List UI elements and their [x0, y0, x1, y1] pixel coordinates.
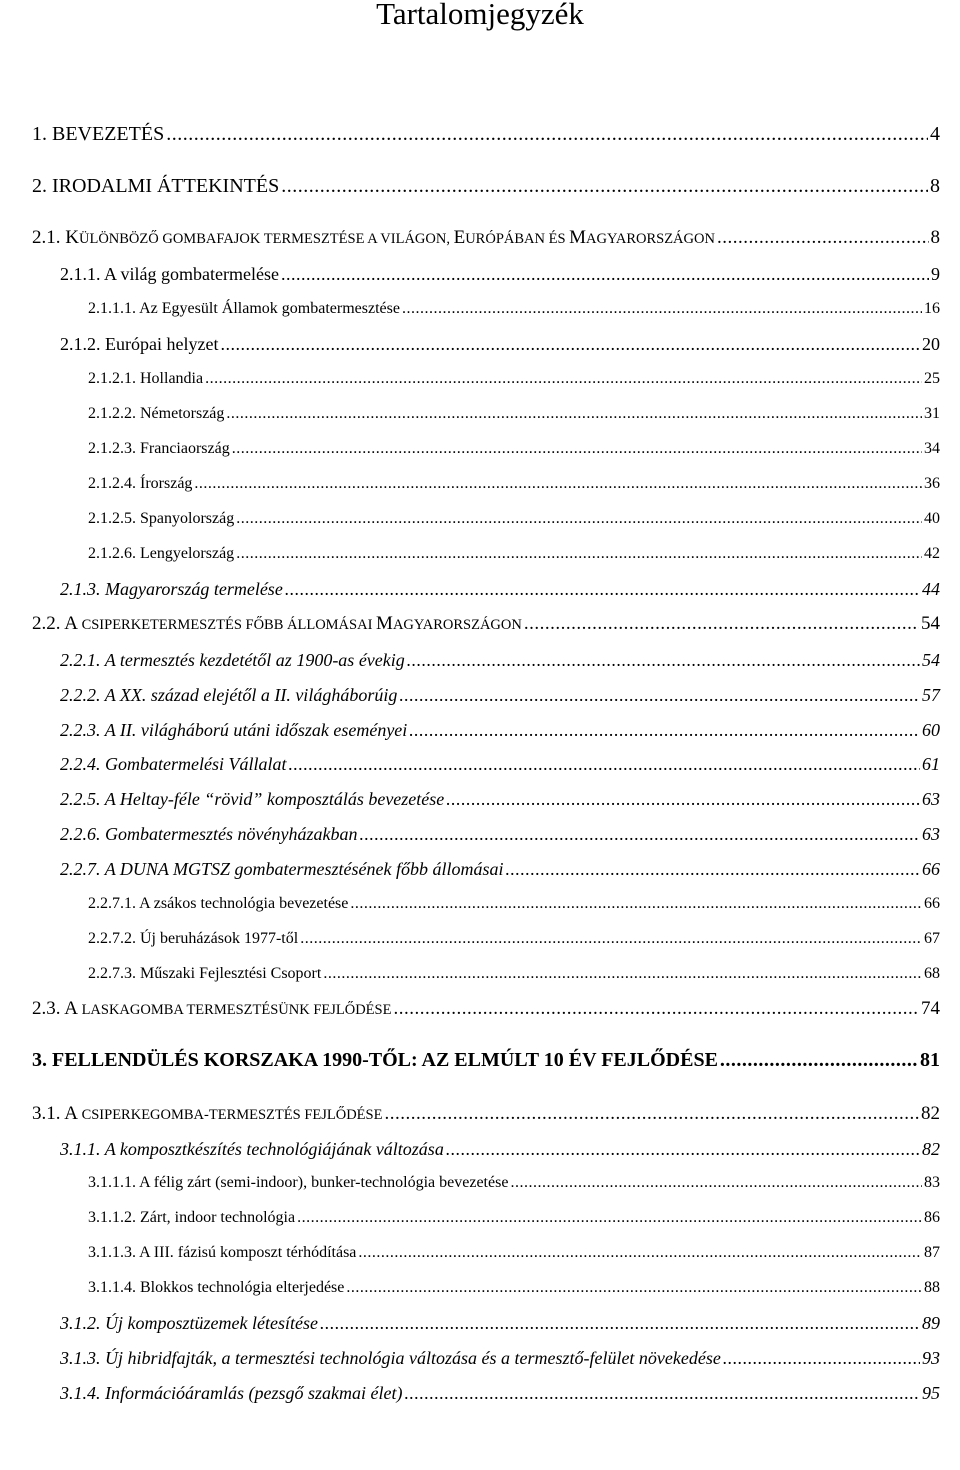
toc-number: 3.1.1. — [60, 1139, 101, 1159]
toc-page: 66 — [924, 895, 940, 912]
toc-entry[interactable] — [32, 1047, 940, 1073]
toc-entry[interactable] — [60, 1346, 940, 1370]
toc-title: Új hibridfajták, a termesztési technológia változása és a termesztő-felület növekedése — [105, 1348, 721, 1368]
toc-entry[interactable] — [88, 403, 940, 425]
toc-title: A félig zárt (semi-indoor), bunker-technológia bevezetése — [139, 1174, 509, 1191]
leader-dots — [205, 368, 922, 390]
toc-title: Gombatermesztés növényházakban — [105, 824, 358, 844]
toc-page: 44 — [922, 579, 940, 599]
toc-number: 2.2.4. — [60, 754, 101, 774]
toc-title: FELLENDÜLÉS KORSZAKA 1990-TŐL: AZ ELMÚLT 10 ÉV FEJLŐDÉSE — [52, 1049, 718, 1071]
toc-page: 54 — [921, 613, 940, 634]
leader-dots — [281, 262, 929, 286]
toc-page: 60 — [922, 720, 940, 740]
leader-dots — [232, 438, 922, 460]
toc-number: 3.1.1.4. — [88, 1279, 136, 1296]
toc-page: 57 — [922, 685, 940, 705]
toc-page: 74 — [921, 998, 940, 1019]
leader-dots — [720, 1047, 918, 1073]
leader-dots — [281, 173, 928, 199]
toc-entry[interactable] — [60, 857, 940, 881]
toc-title: IRODALMI ÁTTEKINTÉS — [52, 175, 280, 197]
toc-page: 4 — [930, 123, 940, 145]
toc-entry[interactable] — [32, 226, 940, 251]
toc-entry[interactable] — [60, 1311, 940, 1335]
leader-dots — [506, 857, 920, 881]
toc-number: 3.1. — [32, 1103, 61, 1124]
toc-entry[interactable] — [32, 121, 940, 147]
toc-title: Lengyelország — [140, 545, 235, 562]
leader-dots — [220, 332, 920, 356]
toc-title: A CSIPERKETERMESZTÉS FŐBB ÁLLOMÁSAI MAGYARORSZÁGON — [64, 613, 522, 634]
toc-entry[interactable] — [88, 893, 940, 915]
toc-number: 1. — [32, 123, 47, 145]
leader-dots — [402, 298, 922, 320]
toc-page: 67 — [924, 930, 940, 947]
toc-title: KÜLÖNBÖZŐ GOMBAFAJOK TERMESZTÉSE A VILÁGON, EURÓPÁBAN ÉS MAGYARORSZÁGON — [65, 227, 715, 248]
toc-page: 68 — [924, 965, 940, 982]
toc-number: 2.2.6. — [60, 824, 101, 844]
toc-page: 42 — [924, 545, 940, 562]
toc-title: Magyarország termelése — [105, 579, 283, 599]
toc-number: 3.1.1.2. — [88, 1209, 136, 1226]
leader-dots — [320, 1311, 920, 1335]
toc-page: 88 — [924, 1279, 940, 1296]
leader-dots — [409, 718, 920, 742]
toc-entry[interactable] — [88, 928, 940, 950]
toc-page: 61 — [922, 754, 940, 774]
toc-number: 2.1.2.3. — [88, 440, 136, 457]
toc-title: A III. fázisú komposzt térhódítása — [139, 1244, 357, 1261]
leader-dots — [166, 121, 928, 147]
page-title: Tartalomjegyzék — [376, 0, 584, 31]
toc-number: 2.1.2.5. — [88, 510, 136, 527]
leader-dots — [226, 403, 922, 425]
leader-dots — [236, 508, 922, 530]
toc-title: A CSIPERKEGOMBA-TERMESZTÉS FEJLŐDÉSE — [64, 1103, 383, 1124]
toc-entry[interactable] — [60, 822, 940, 846]
toc-number: 2.2. — [32, 613, 61, 634]
toc-entry[interactable] — [60, 1137, 940, 1161]
toc-number: 2.1.2. — [60, 334, 101, 354]
leader-dots — [288, 752, 920, 776]
toc-entry[interactable] — [88, 543, 940, 565]
toc-entry[interactable] — [88, 1172, 940, 1194]
toc-title: Gombatermelési Vállalat — [105, 754, 287, 774]
toc-entry[interactable] — [88, 963, 940, 985]
toc-title: BEVEZETÉS — [52, 123, 165, 145]
leader-dots — [524, 612, 919, 636]
toc-page: 8 — [930, 227, 940, 248]
toc-number: 2.1. — [32, 227, 61, 248]
leader-dots — [510, 1172, 922, 1194]
toc-page: 86 — [924, 1209, 940, 1226]
toc-number: 2.2.2. — [60, 685, 101, 705]
leader-dots — [446, 1137, 920, 1161]
toc-number: 2.1.2.6. — [88, 545, 136, 562]
toc-title: Műszaki Fejlesztési Csoport — [140, 965, 322, 982]
toc-number: 2.1.2.4. — [88, 475, 136, 492]
toc-number: 3.1.4. — [60, 1383, 101, 1403]
toc-number: 2.2.3. — [60, 720, 101, 740]
leader-dots — [723, 1346, 920, 1370]
toc-title: A Heltay-féle “rövid” komposztálás bevezetése — [104, 789, 445, 809]
toc-title: A XX. század elejétől a II. világháborúig — [104, 685, 398, 705]
toc-title: Zárt, indoor technológia — [140, 1209, 296, 1226]
toc-page: 20 — [922, 334, 940, 354]
toc-entry[interactable] — [60, 332, 940, 356]
toc-title: Blokkos technológia elterjedése — [140, 1279, 345, 1296]
toc-entry[interactable] — [60, 262, 940, 286]
toc-entry[interactable] — [32, 173, 940, 199]
toc-number: 2.2.1. — [60, 650, 101, 670]
toc-page: 66 — [922, 859, 940, 879]
toc-page: 54 — [922, 650, 940, 670]
toc-page: 16 — [924, 300, 940, 317]
toc-entry[interactable] — [60, 1381, 940, 1405]
toc-number: 2.1.3. — [60, 579, 101, 599]
leader-dots — [285, 577, 920, 601]
toc-page: 87 — [924, 1244, 940, 1261]
toc-number: 2.2.7.2. — [88, 930, 136, 947]
leader-dots — [399, 683, 920, 707]
toc-entry[interactable] — [88, 298, 940, 320]
toc-title: Az Egyesült Államok gombatermesztése — [139, 300, 400, 317]
toc-number: 2.3. — [32, 998, 61, 1019]
toc-page: 82 — [922, 1139, 940, 1159]
toc-number: 3.1.2. — [60, 1313, 101, 1333]
toc-entry[interactable] — [60, 787, 940, 811]
toc-title: Információáramlás (pezsgő szakmai élet) — [105, 1383, 403, 1403]
leader-dots — [297, 1207, 922, 1229]
leader-dots — [358, 1242, 922, 1264]
toc-number: 2.1.2.2. — [88, 405, 136, 422]
toc-title: Németország — [140, 405, 225, 422]
toc-entry[interactable] — [88, 1207, 940, 1229]
toc-entry[interactable] — [32, 997, 940, 1022]
toc-title: Új komposztüzemek létesítése — [105, 1313, 318, 1333]
toc-number: 3.1.1.1. — [88, 1174, 136, 1191]
toc-page: 63 — [922, 824, 940, 844]
toc-title: Új beruházások 1977-től — [140, 930, 299, 947]
toc-title: A világ gombatermelése — [104, 264, 279, 284]
leader-dots — [346, 1277, 922, 1299]
toc-title: A LASKAGOMBA TERMESZTÉSÜNK FEJLŐDÉSE — [64, 998, 392, 1019]
leader-dots — [384, 1102, 919, 1126]
toc-entry[interactable] — [88, 473, 940, 495]
toc-entry[interactable] — [60, 683, 940, 707]
toc-title: Hollandia — [140, 370, 204, 387]
toc-number: 3.1.1.3. — [88, 1244, 136, 1261]
leader-dots — [717, 226, 929, 250]
leader-dots — [194, 473, 922, 495]
toc-page: 63 — [922, 789, 940, 809]
toc-entry[interactable] — [88, 438, 940, 460]
leader-dots — [300, 928, 922, 950]
toc-title: A komposztkészítés technológiájának változása — [104, 1139, 444, 1159]
toc-entry[interactable] — [32, 612, 940, 637]
toc-entry[interactable] — [60, 718, 940, 742]
toc-page: 89 — [922, 1313, 940, 1333]
toc-entry[interactable] — [88, 368, 940, 390]
toc-number: 2.2.5. — [60, 789, 101, 809]
toc-page: 8 — [930, 175, 940, 197]
toc-number: 2.2.7. — [60, 859, 101, 879]
toc-number: 2. — [32, 175, 47, 197]
toc-page: 34 — [924, 440, 940, 457]
toc-page: 93 — [922, 1348, 940, 1368]
toc-entry[interactable] — [88, 1242, 940, 1264]
leader-dots — [323, 963, 922, 985]
leader-dots — [407, 648, 920, 672]
toc-title: A zsákos technológia bevezetése — [139, 895, 349, 912]
toc-page: 31 — [924, 405, 940, 422]
toc-number: 3. — [32, 1049, 47, 1071]
leader-dots — [393, 997, 919, 1021]
toc-entry[interactable] — [60, 752, 940, 776]
toc-entry[interactable] — [88, 1277, 940, 1299]
leader-dots — [404, 1381, 920, 1405]
toc-number: 2.1.1.1. — [88, 300, 136, 317]
leader-dots — [350, 893, 922, 915]
toc-number: 2.2.7.3. — [88, 965, 136, 982]
toc-title: Franciaország — [140, 440, 230, 457]
toc-number: 3.1.3. — [60, 1348, 101, 1368]
leader-dots — [446, 787, 920, 811]
toc-page: 95 — [922, 1383, 940, 1403]
toc-page: 81 — [920, 1049, 940, 1071]
leader-dots — [236, 543, 922, 565]
toc-page: 9 — [931, 264, 940, 284]
toc-title: Spanyolország — [140, 510, 235, 527]
toc-title: Írország — [140, 475, 193, 492]
toc-page: 36 — [924, 475, 940, 492]
toc-page: 25 — [924, 370, 940, 387]
toc-title: Európai helyzet — [105, 334, 219, 354]
toc-number: 2.1.2.1. — [88, 370, 136, 387]
toc-page: 83 — [924, 1174, 940, 1191]
toc-entry[interactable] — [60, 577, 940, 601]
toc-entry[interactable] — [88, 508, 940, 530]
toc-title: A termesztés kezdetétől az 1900-as évekig — [104, 650, 405, 670]
toc-entry[interactable] — [60, 648, 940, 672]
toc-page: 40 — [924, 510, 940, 527]
leader-dots — [359, 822, 920, 846]
toc-title: A DUNA MGTSZ gombatermesztésének főbb állomásai — [104, 859, 504, 879]
toc-entry[interactable] — [32, 1102, 940, 1127]
toc-number: 2.2.7.1. — [88, 895, 136, 912]
toc-title: A II. világháború utáni időszak eseményei — [104, 720, 408, 740]
toc-page: 82 — [921, 1103, 940, 1124]
toc-number: 2.1.1. — [60, 264, 101, 284]
